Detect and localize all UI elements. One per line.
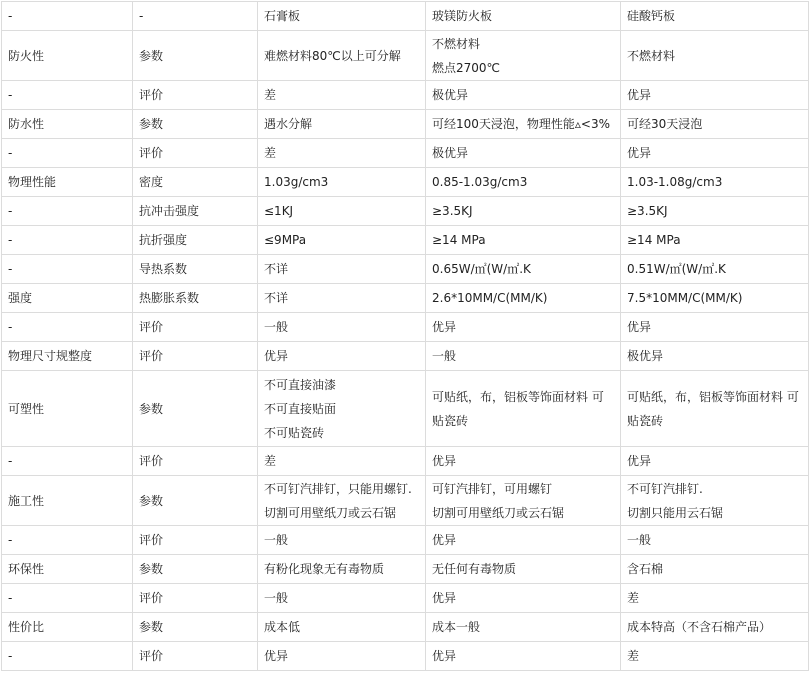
cell-text: 评价 xyxy=(139,454,164,468)
cell-text: 切割可用壁纸刀或云石锯 xyxy=(264,505,397,520)
cell-text: 参数 xyxy=(139,401,164,416)
cell-text: 一般 xyxy=(432,349,457,363)
cell-text: 0.51W/㎡(W/㎡.K xyxy=(627,262,726,276)
cell-calcium-silicate-board xyxy=(621,2,809,31)
cell-text: - xyxy=(8,233,13,247)
cell-text: 成本一般 xyxy=(432,620,481,634)
table-row xyxy=(2,313,809,342)
cell-text: 密度 xyxy=(139,175,164,189)
cell-text: ≥3.5KJ xyxy=(627,204,668,218)
cell-text: 性价比 xyxy=(8,620,45,634)
cell-text: 优异 xyxy=(627,88,652,102)
cell-text: 差 xyxy=(627,591,640,605)
cell-row-category xyxy=(2,313,133,342)
cell-text: - xyxy=(8,262,13,276)
cell-text: - xyxy=(8,146,13,160)
cell-text: 差 xyxy=(627,649,640,663)
cell-magnesium-oxide-board xyxy=(426,168,621,197)
cell-text: 一般 xyxy=(264,533,289,547)
cell-text: 物理尺寸规整度 xyxy=(8,349,93,363)
cell-gypsum-board xyxy=(258,584,426,613)
cell-text: 优异 xyxy=(264,349,289,363)
cell-text: 抗折强度 xyxy=(139,233,188,247)
cell-magnesium-oxide-board xyxy=(426,255,621,284)
cell-text: 一般 xyxy=(627,533,652,547)
cell-row-category xyxy=(2,371,133,447)
cell-text: 参数 xyxy=(139,620,164,634)
cell-gypsum-board xyxy=(258,139,426,168)
cell-calcium-silicate-board xyxy=(621,110,809,139)
cell-text: 一般 xyxy=(264,591,289,605)
cell-text: 评价 xyxy=(139,146,164,160)
cell-row-category xyxy=(2,255,133,284)
cell-gypsum-board xyxy=(258,110,426,139)
cell-calcium-silicate-board xyxy=(621,447,809,476)
cell-magnesium-oxide-board xyxy=(426,447,621,476)
cell-calcium-silicate-board xyxy=(621,613,809,642)
cell-text: - xyxy=(8,320,13,334)
cell-magnesium-oxide-board xyxy=(426,197,621,226)
cell-calcium-silicate-board xyxy=(621,81,809,110)
cell-text: 1.03-1.08g/cm3 xyxy=(627,175,723,189)
cell-row-category xyxy=(2,584,133,613)
table-row xyxy=(2,110,809,139)
cell-row-category xyxy=(2,342,133,371)
cell-text: 不可钉汽排钉. xyxy=(627,481,703,496)
cell-text: 有粉化现象无有毒物质 xyxy=(264,562,385,576)
cell-row-attribute xyxy=(133,31,258,81)
cell-row-category xyxy=(2,139,133,168)
cell-text: 参数 xyxy=(139,48,164,63)
cell-text: - xyxy=(139,9,144,23)
cell-magnesium-oxide-board xyxy=(426,226,621,255)
cell-text: 2.6*10MM/C(MM/K) xyxy=(432,291,548,305)
cell-text: 不燃材料 xyxy=(627,48,676,63)
cell-row-category xyxy=(2,526,133,555)
cell-text: 优异 xyxy=(627,320,652,334)
cell-text: 成本特高（不含石棉产品） xyxy=(627,620,772,634)
cell-calcium-silicate-board xyxy=(621,584,809,613)
cell-text: 差 xyxy=(264,454,277,468)
cell-text: 难燃材料80℃以上可分解 xyxy=(264,48,401,63)
cell-row-category xyxy=(2,197,133,226)
cell-text: 防火性 xyxy=(8,48,45,63)
cell-magnesium-oxide-board xyxy=(426,81,621,110)
cell-text: ≥14 MPa xyxy=(432,233,486,247)
cell-gypsum-board xyxy=(258,284,426,313)
cell-text: 环保性 xyxy=(8,562,45,576)
cell-text: 不可直接贴面 xyxy=(264,401,337,416)
cell-text: 0.85-1.03g/cm3 xyxy=(432,175,528,189)
cell-text: 不可贴瓷砖 xyxy=(264,425,325,440)
cell-row-attribute xyxy=(133,284,258,313)
table-row xyxy=(2,284,809,313)
cell-gypsum-board xyxy=(258,476,426,526)
cell-gypsum-board xyxy=(258,447,426,476)
cell-row-attribute xyxy=(133,447,258,476)
cell-calcium-silicate-board xyxy=(621,168,809,197)
cell-magnesium-oxide-board xyxy=(426,31,621,81)
cell-row-category xyxy=(2,81,133,110)
cell-gypsum-board xyxy=(258,226,426,255)
cell-text: 参数 xyxy=(139,562,164,576)
cell-text: 可贴纸，布，铝板等饰面材料 可贴瓷砖 xyxy=(432,389,604,428)
cell-gypsum-board xyxy=(258,313,426,342)
cell-row-category xyxy=(2,31,133,81)
cell-text: - xyxy=(8,591,13,605)
cell-text: 可塑性 xyxy=(8,401,45,416)
cell-text: 无任何有毒物质 xyxy=(432,562,517,576)
cell-text: 0.65W/㎡(W/㎡.K xyxy=(432,262,531,276)
cell-row-attribute xyxy=(133,139,258,168)
cell-gypsum-board xyxy=(258,168,426,197)
cell-row-category xyxy=(2,284,133,313)
cell-gypsum-board xyxy=(258,31,426,81)
cell-text: ≥3.5KJ xyxy=(432,204,473,218)
cell-row-attribute xyxy=(133,613,258,642)
cell-text: 差 xyxy=(264,88,277,102)
cell-row-attribute xyxy=(133,476,258,526)
table-row xyxy=(2,226,809,255)
cell-row-attribute xyxy=(133,2,258,31)
cell-text: 极优异 xyxy=(432,88,469,102)
cell-magnesium-oxide-board xyxy=(426,584,621,613)
table-row xyxy=(2,168,809,197)
table-row xyxy=(2,447,809,476)
cell-row-attribute xyxy=(133,168,258,197)
cell-text: 不可直接油漆 xyxy=(264,377,337,392)
cell-text: 热膨胀系数 xyxy=(139,291,200,305)
cell-calcium-silicate-board xyxy=(621,255,809,284)
cell-text: 不详 xyxy=(264,262,289,276)
cell-text: 优异 xyxy=(627,146,652,160)
cell-text: 硅酸钙板 xyxy=(627,9,676,23)
cell-text: 7.5*10MM/C(MM/K) xyxy=(627,291,743,305)
cell-text: 切割可用壁纸刀或云石锯 xyxy=(432,505,565,520)
cell-text: 不燃材料 xyxy=(432,36,481,51)
table-row xyxy=(2,642,809,671)
cell-calcium-silicate-board xyxy=(621,642,809,671)
cell-row-attribute xyxy=(133,526,258,555)
cell-text: 优异 xyxy=(432,320,457,334)
cell-text: ≤1KJ xyxy=(264,204,294,218)
cell-text: 物理性能 xyxy=(8,175,57,189)
cell-row-attribute xyxy=(133,642,258,671)
cell-text: 参数 xyxy=(139,493,164,508)
table-row xyxy=(2,371,809,447)
cell-row-attribute xyxy=(133,342,258,371)
cell-text: - xyxy=(8,9,13,23)
cell-text: 可钉汽排钉，可用螺钉 xyxy=(432,481,553,496)
cell-magnesium-oxide-board xyxy=(426,613,621,642)
cell-row-category xyxy=(2,642,133,671)
cell-gypsum-board xyxy=(258,526,426,555)
cell-row-category xyxy=(2,110,133,139)
cell-magnesium-oxide-board xyxy=(426,526,621,555)
cell-calcium-silicate-board xyxy=(621,284,809,313)
cell-gypsum-board xyxy=(258,642,426,671)
cell-calcium-silicate-board xyxy=(621,371,809,447)
cell-row-category xyxy=(2,613,133,642)
cell-text: 防水性 xyxy=(8,117,45,131)
table-row xyxy=(2,197,809,226)
cell-text: 可经100天浸泡，物理性能▵<3% xyxy=(432,117,611,131)
cell-row-attribute xyxy=(133,371,258,447)
table-row xyxy=(2,584,809,613)
cell-text: 参数 xyxy=(139,117,164,131)
cell-calcium-silicate-board xyxy=(621,313,809,342)
cell-magnesium-oxide-board xyxy=(426,642,621,671)
cell-row-category xyxy=(2,447,133,476)
cell-row-attribute xyxy=(133,313,258,342)
table-row xyxy=(2,139,809,168)
cell-magnesium-oxide-board xyxy=(426,110,621,139)
cell-text: 玻镁防火板 xyxy=(432,9,493,23)
cell-text: 可贴纸，布，铝板等饰面材料 可贴瓷砖 xyxy=(627,389,799,428)
cell-text: 一般 xyxy=(264,320,289,334)
cell-text: 评价 xyxy=(139,649,164,663)
cell-calcium-silicate-board xyxy=(621,139,809,168)
cell-row-attribute xyxy=(133,110,258,139)
cell-text: 导热系数 xyxy=(139,262,188,276)
cell-text: 施工性 xyxy=(8,493,45,508)
cell-magnesium-oxide-board xyxy=(426,284,621,313)
cell-gypsum-board xyxy=(258,555,426,584)
cell-text: 强度 xyxy=(8,291,33,305)
cell-text: 评价 xyxy=(139,320,164,334)
table-row xyxy=(2,613,809,642)
cell-calcium-silicate-board xyxy=(621,197,809,226)
cell-text: 1.03g/cm3 xyxy=(264,175,329,189)
cell-row-attribute xyxy=(133,555,258,584)
cell-gypsum-board xyxy=(258,2,426,31)
cell-text: 差 xyxy=(264,146,277,160)
cell-text: 不详 xyxy=(264,291,289,305)
cell-calcium-silicate-board xyxy=(621,526,809,555)
cell-row-attribute xyxy=(133,197,258,226)
cell-magnesium-oxide-board xyxy=(426,342,621,371)
cell-text: 抗冲击强度 xyxy=(139,204,200,218)
cell-row-category xyxy=(2,555,133,584)
cell-magnesium-oxide-board xyxy=(426,371,621,447)
cell-row-attribute xyxy=(133,81,258,110)
cell-text: 极优异 xyxy=(432,146,469,160)
cell-text: 评价 xyxy=(139,533,164,547)
cell-text: 评价 xyxy=(139,349,164,363)
cell-text: 优异 xyxy=(627,454,652,468)
cell-text: - xyxy=(8,204,13,218)
cell-text: 不可钉汽排钉，只能用螺钉. xyxy=(264,481,412,496)
cell-text: 优异 xyxy=(432,591,457,605)
cell-text: 燃点2700℃ xyxy=(432,60,501,75)
cell-text: - xyxy=(8,533,13,547)
table-row xyxy=(2,555,809,584)
cell-row-attribute xyxy=(133,226,258,255)
table-row xyxy=(2,31,809,81)
cell-text: 可经30天浸泡 xyxy=(627,117,703,131)
cell-text: 极优异 xyxy=(627,349,664,363)
table-row xyxy=(2,255,809,284)
cell-magnesium-oxide-board xyxy=(426,313,621,342)
cell-text: 优异 xyxy=(432,533,457,547)
cell-magnesium-oxide-board xyxy=(426,139,621,168)
cell-row-category xyxy=(2,476,133,526)
cell-text: 优异 xyxy=(432,454,457,468)
cell-text: ≥14 MPa xyxy=(627,233,681,247)
table-row xyxy=(2,476,809,526)
cell-gypsum-board xyxy=(258,255,426,284)
table-row xyxy=(2,81,809,110)
cell-gypsum-board xyxy=(258,81,426,110)
cell-text: - xyxy=(8,88,13,102)
cell-row-attribute xyxy=(133,255,258,284)
cell-row-category xyxy=(2,2,133,31)
comparison-table-body xyxy=(2,2,809,671)
cell-magnesium-oxide-board xyxy=(426,555,621,584)
cell-text: 遇水分解 xyxy=(264,117,313,131)
table-header-row xyxy=(2,2,809,31)
cell-text: 优异 xyxy=(264,649,289,663)
cell-text: 石膏板 xyxy=(264,9,301,23)
cell-text: 优异 xyxy=(432,649,457,663)
table-row xyxy=(2,342,809,371)
cell-calcium-silicate-board xyxy=(621,31,809,81)
table-row xyxy=(2,526,809,555)
cell-text: ≤9MPa xyxy=(264,233,307,247)
cell-gypsum-board xyxy=(258,197,426,226)
cell-calcium-silicate-board xyxy=(621,226,809,255)
cell-gypsum-board xyxy=(258,613,426,642)
cell-text: 含石棉 xyxy=(627,562,664,576)
cell-magnesium-oxide-board xyxy=(426,476,621,526)
cell-row-category xyxy=(2,226,133,255)
cell-text: - xyxy=(8,649,13,663)
cell-text: - xyxy=(8,454,13,468)
cell-text: 评价 xyxy=(139,88,164,102)
cell-gypsum-board xyxy=(258,371,426,447)
cell-text: 评价 xyxy=(139,591,164,605)
cell-gypsum-board xyxy=(258,342,426,371)
cell-magnesium-oxide-board xyxy=(426,2,621,31)
comparison-table xyxy=(1,1,809,671)
cell-row-attribute xyxy=(133,584,258,613)
cell-text: 切割只能用云石锯 xyxy=(627,505,724,520)
cell-text: 成本低 xyxy=(264,620,301,634)
cell-calcium-silicate-board xyxy=(621,476,809,526)
cell-calcium-silicate-board xyxy=(621,555,809,584)
cell-row-category xyxy=(2,168,133,197)
cell-calcium-silicate-board xyxy=(621,342,809,371)
